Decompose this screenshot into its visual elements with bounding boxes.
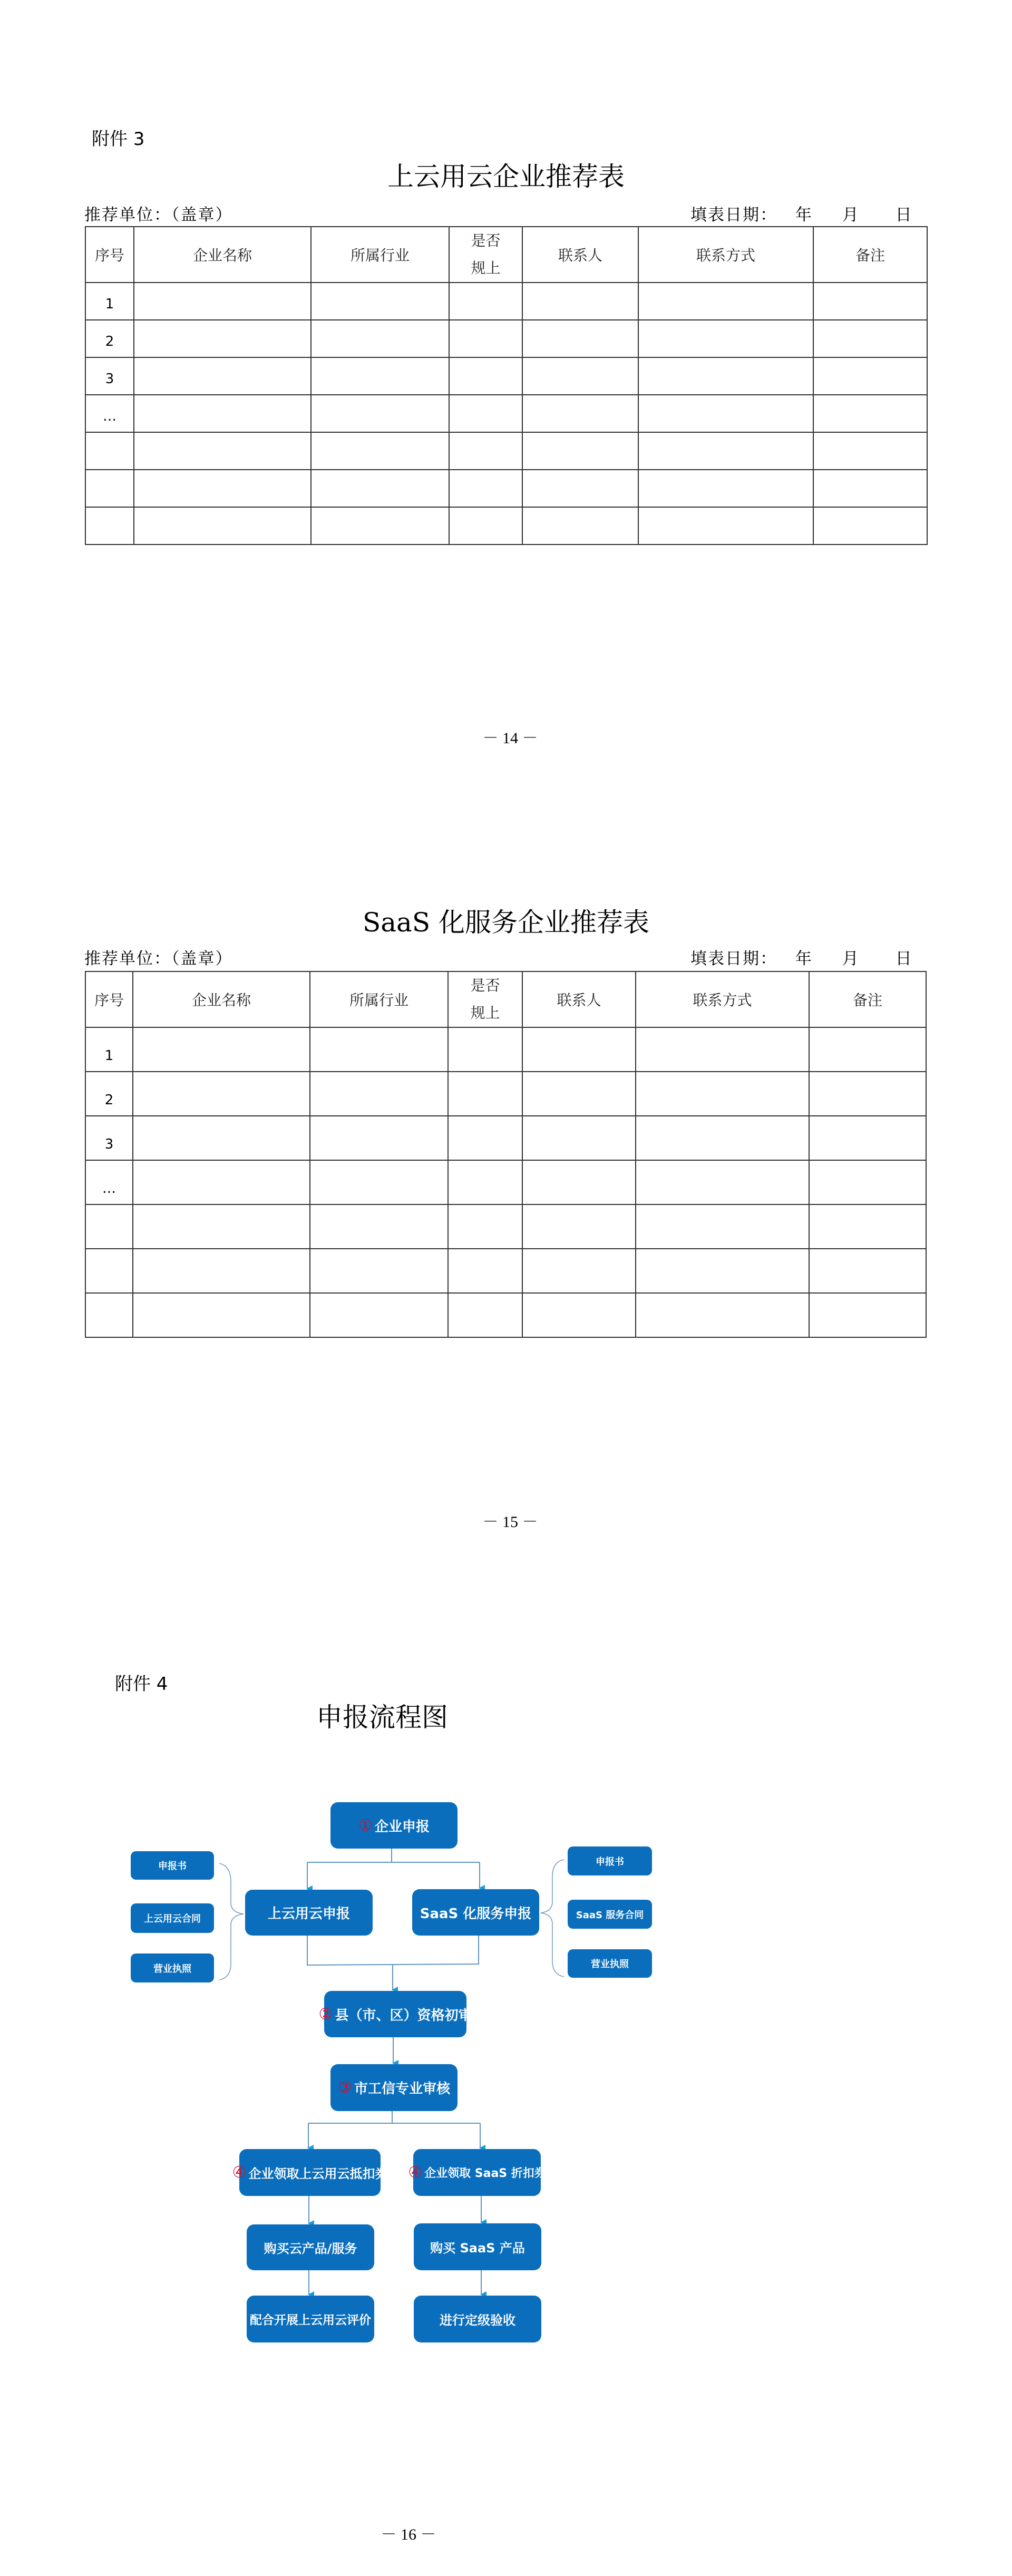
table-row	[85, 283, 927, 320]
page-number-16: － 16 －	[381, 2526, 436, 2543]
cell[interactable]	[638, 470, 813, 507]
flow-step-grade-acceptance: 进行定级验收	[414, 2296, 541, 2342]
flow-doc-saas-application-form: 申报书	[568, 1846, 652, 1875]
col-contact-info: 联系方式	[636, 971, 809, 1027]
recommender-label: 推荐单位：（盖章）	[84, 206, 233, 225]
flow-doc-saas-business-license: 营业执照	[568, 1949, 652, 1978]
cell[interactable]	[636, 1160, 809, 1204]
flow-doc-cloud-contract: 上云用云合同	[131, 1903, 214, 1933]
cell[interactable]	[133, 1204, 310, 1249]
annex-4-label: 附件 4	[115, 1674, 168, 1695]
flow-step-label: 企业申报	[374, 1819, 430, 1835]
recommender-label: 推荐单位：（盖章）	[84, 949, 233, 968]
cell[interactable]	[311, 283, 449, 320]
cell[interactable]	[809, 1204, 926, 1249]
flow-step-city-audit	[330, 2064, 458, 2111]
flow-step-label: 县（市、区）资格初审	[335, 2007, 472, 2024]
step-number-1: ①	[358, 1816, 373, 1835]
col-above-scale	[448, 971, 522, 1027]
annex-3-label: 附件 3	[92, 129, 145, 150]
flow-step-enterprise-apply	[330, 1802, 458, 1849]
col-contact-info: 联系方式	[638, 227, 813, 283]
row-seq: …	[85, 395, 134, 432]
table-row	[85, 1160, 926, 1204]
cell[interactable]	[522, 470, 638, 507]
date-day: 日	[895, 949, 913, 968]
page-number-15: － 15 －	[482, 1513, 538, 1531]
cell[interactable]	[813, 432, 927, 470]
col-seq: 序号	[85, 227, 134, 283]
cell[interactable]	[449, 432, 522, 470]
date-month: 月	[842, 949, 860, 968]
col-above-scale	[449, 227, 522, 283]
step-number-3: ③	[338, 2078, 352, 2097]
cell[interactable]	[813, 395, 927, 432]
cell[interactable]	[134, 507, 311, 545]
col-industry: 所属行业	[311, 227, 449, 283]
row-seq: 3	[85, 1116, 133, 1160]
col-company-name: 企业名称	[134, 227, 311, 283]
cell[interactable]	[448, 1204, 522, 1249]
cell[interactable]	[134, 395, 311, 432]
cell[interactable]	[636, 1249, 809, 1293]
cell[interactable]	[134, 320, 311, 357]
table-row	[85, 357, 927, 395]
col-above-scale-line1: 是否	[471, 232, 501, 249]
cell[interactable]	[133, 1116, 310, 1160]
cell[interactable]	[134, 283, 311, 320]
cell[interactable]	[310, 1249, 448, 1293]
cell[interactable]	[448, 1072, 522, 1116]
flow-step-saas-apply: SaaS 化服务申报	[412, 1889, 539, 1936]
flow-doc-saas-contract: SaaS 服务合同	[568, 1900, 652, 1929]
cell[interactable]	[522, 283, 638, 320]
flow-step-saas-voucher	[408, 2149, 546, 2196]
cell[interactable]	[310, 1072, 448, 1116]
cell[interactable]	[449, 470, 522, 507]
flow-step-county-review	[318, 1991, 472, 2037]
table-row	[85, 1293, 926, 1337]
flow-step-cloud-voucher	[232, 2149, 388, 2196]
table-row	[85, 395, 927, 432]
cell[interactable]	[638, 357, 813, 395]
cell[interactable]	[522, 1072, 636, 1116]
cell[interactable]	[449, 357, 522, 395]
row-seq: 1	[85, 1027, 133, 1072]
flow-step-cloud-evaluation: 配合开展上云用云评价	[247, 2296, 374, 2342]
flow-step-label: 市工信专业审核	[354, 2081, 450, 2097]
col-contact-person: 联系人	[522, 971, 636, 1027]
cell[interactable]	[310, 1204, 448, 1249]
table-row	[85, 432, 927, 470]
row-seq: 2	[85, 320, 134, 357]
col-seq: 序号	[85, 971, 133, 1027]
saas-table-title: SaaS 化服务企业推荐表	[362, 907, 650, 938]
cell[interactable]	[311, 470, 449, 507]
cell[interactable]	[813, 470, 927, 507]
step-number-2: ②	[318, 2005, 333, 2024]
date-year: 年	[795, 206, 813, 225]
cell[interactable]	[636, 1204, 809, 1249]
flow-step-buy-cloud: 购买云产品/服务	[247, 2224, 374, 2270]
cell[interactable]	[311, 320, 449, 357]
row-seq	[85, 1293, 133, 1337]
cell[interactable]	[310, 1160, 448, 1204]
cell[interactable]	[636, 1072, 809, 1116]
cell[interactable]	[638, 507, 813, 545]
cell[interactable]	[522, 395, 638, 432]
cell[interactable]	[522, 1160, 636, 1204]
cell[interactable]	[448, 1293, 522, 1337]
cell[interactable]	[638, 320, 813, 357]
cell[interactable]	[813, 507, 927, 545]
cell[interactable]	[522, 1204, 636, 1249]
fill-date-label	[690, 201, 913, 225]
table-row	[85, 1072, 926, 1116]
table-row	[85, 1204, 926, 1249]
table-row	[85, 507, 927, 545]
cell[interactable]	[522, 1116, 636, 1160]
table-row	[85, 1027, 926, 1072]
cell[interactable]	[449, 283, 522, 320]
flow-step-label: 企业领取上云用云抵扣券	[248, 2166, 388, 2181]
date-day: 日	[895, 206, 913, 225]
row-seq	[85, 507, 134, 545]
row-seq	[85, 1204, 133, 1249]
cell[interactable]	[809, 1249, 926, 1293]
cell[interactable]	[134, 432, 311, 470]
saas-recommend-table	[85, 971, 927, 1338]
row-seq: 2	[85, 1072, 133, 1116]
cell[interactable]	[522, 1249, 636, 1293]
table-row	[85, 470, 927, 507]
cell[interactable]	[448, 1116, 522, 1160]
cell[interactable]	[809, 1027, 926, 1072]
flow-step-buy-saas: 购买 SaaS 产品	[414, 2223, 541, 2270]
row-seq: 1	[85, 283, 134, 320]
col-industry: 所属行业	[310, 971, 448, 1027]
table-header-row	[85, 227, 927, 283]
row-seq: 3	[85, 357, 134, 395]
cell[interactable]	[133, 1072, 310, 1116]
cell[interactable]	[522, 1293, 636, 1337]
cell[interactable]	[809, 1160, 926, 1204]
cell[interactable]	[522, 507, 638, 545]
cell[interactable]	[522, 432, 638, 470]
cell[interactable]	[310, 1027, 448, 1072]
cell[interactable]	[448, 1160, 522, 1204]
col-company-name: 企业名称	[133, 971, 310, 1027]
col-above-scale-line2: 规上	[471, 259, 501, 277]
cloud-table-title: 上云用云企业推荐表	[387, 161, 625, 192]
flow-step-cloud-apply: 上云用云申报	[245, 1890, 373, 1936]
cell[interactable]	[636, 1293, 809, 1337]
cell[interactable]	[813, 320, 927, 357]
table-row	[85, 1249, 926, 1293]
cell[interactable]	[449, 507, 522, 545]
col-contact-person: 联系人	[522, 227, 638, 283]
cell[interactable]	[636, 1027, 809, 1072]
date-month: 月	[842, 206, 860, 225]
col-remarks: 备注	[813, 227, 927, 283]
cloud-recommend-table	[85, 226, 928, 545]
cell[interactable]	[310, 1293, 448, 1337]
col-above-scale-line1: 是否	[470, 977, 500, 994]
cell[interactable]	[809, 1293, 926, 1337]
row-seq	[85, 432, 134, 470]
cell[interactable]	[133, 1249, 310, 1293]
cell[interactable]	[813, 357, 927, 395]
cell[interactable]	[310, 1116, 448, 1160]
cell[interactable]	[522, 320, 638, 357]
cell[interactable]	[311, 357, 449, 395]
cell[interactable]	[638, 395, 813, 432]
cell[interactable]	[133, 1027, 310, 1072]
cell[interactable]	[809, 1116, 926, 1160]
row-seq	[85, 1249, 133, 1293]
cell[interactable]	[809, 1072, 926, 1116]
cell[interactable]	[134, 357, 311, 395]
cell[interactable]	[449, 320, 522, 357]
fill-date-label	[690, 945, 913, 969]
date-year: 年	[795, 949, 813, 968]
cell[interactable]	[133, 1160, 310, 1204]
table-header-row	[85, 971, 926, 1027]
row-seq	[85, 470, 134, 507]
col-above-scale-line2: 规上	[470, 1004, 500, 1022]
step-number-4: ④	[408, 2163, 423, 2182]
fill-date-text: 填表日期：	[690, 949, 777, 968]
cell[interactable]	[638, 283, 813, 320]
cell[interactable]	[449, 395, 522, 432]
cell[interactable]	[448, 1249, 522, 1293]
fill-date-text: 填表日期：	[690, 206, 777, 225]
cell[interactable]	[133, 1293, 310, 1337]
cell[interactable]	[311, 395, 449, 432]
table-row	[85, 320, 927, 357]
table-row	[85, 1116, 926, 1160]
cell[interactable]	[522, 1027, 636, 1072]
flow-doc-cloud-application-form: 申报书	[131, 1851, 214, 1880]
cell[interactable]	[311, 507, 449, 545]
flowchart-title: 申报流程图	[316, 1702, 448, 1733]
flow-step-label: 企业领取 SaaS 折扣券	[424, 2167, 546, 2180]
step-number-4: ④	[232, 2163, 247, 2182]
cell[interactable]	[522, 357, 638, 395]
cell[interactable]	[311, 432, 449, 470]
cell[interactable]	[813, 283, 927, 320]
flow-doc-cloud-business-license: 营业执照	[131, 1953, 214, 1982]
cell[interactable]	[448, 1027, 522, 1072]
row-seq: …	[85, 1160, 133, 1204]
page-number-14: － 14 －	[482, 730, 538, 747]
col-remarks: 备注	[809, 971, 926, 1027]
cell[interactable]	[134, 470, 311, 507]
cell[interactable]	[636, 1116, 809, 1160]
cell[interactable]	[638, 432, 813, 470]
